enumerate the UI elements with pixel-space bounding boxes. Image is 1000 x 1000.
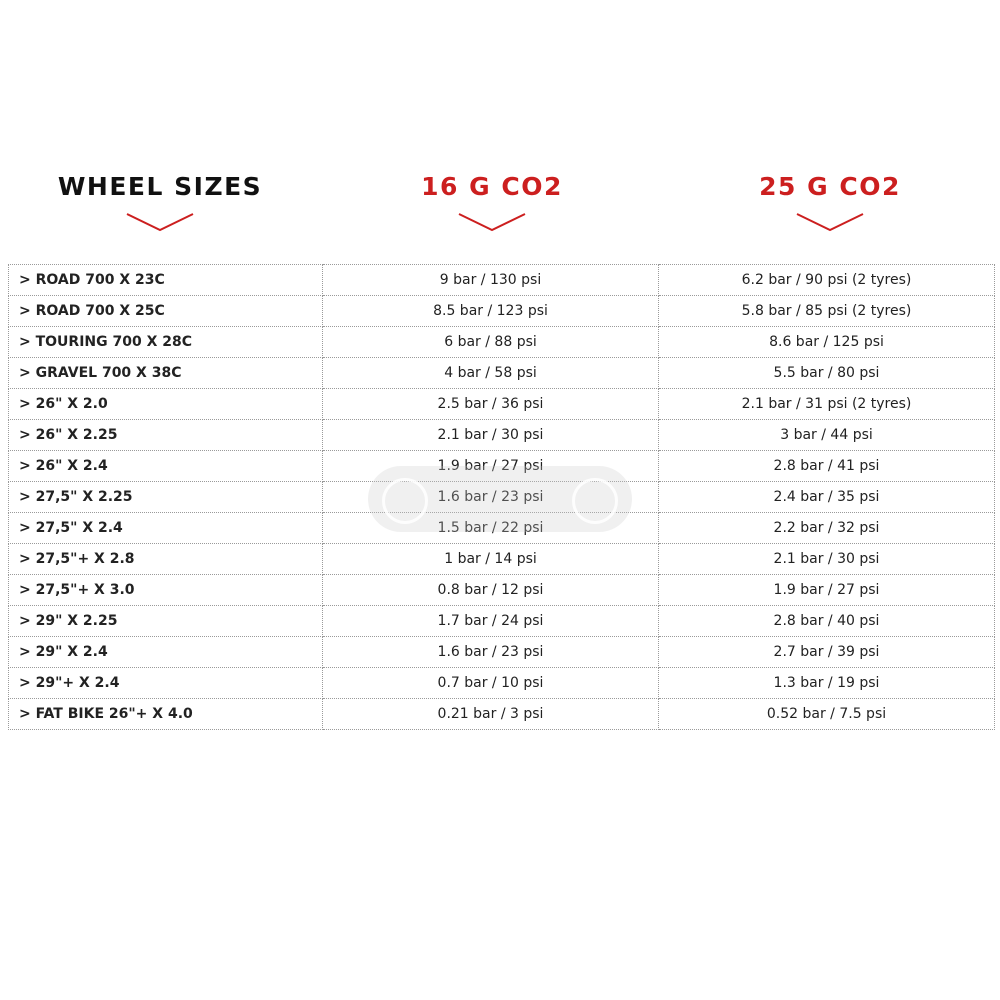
pressure-16g-cell: 1.6 bar / 23 psi	[323, 482, 659, 513]
wheel-size-cell: > GRAVEL 700 X 38C	[9, 358, 323, 389]
pressure-25g-cell: 2.1 bar / 31 psi (2 tyres)	[659, 389, 995, 420]
pressure-25g-cell: 5.5 bar / 80 psi	[659, 358, 995, 389]
pressure-16g-cell: 4 bar / 58 psi	[323, 358, 659, 389]
wheel-size-cell: > 26" X 2.0	[9, 389, 323, 420]
pressure-25g-cell: 2.1 bar / 30 psi	[659, 544, 995, 575]
pressure-16g-cell: 6 bar / 88 psi	[323, 327, 659, 358]
pressure-16g-cell: 1 bar / 14 psi	[323, 544, 659, 575]
pressure-16g-cell: 8.5 bar / 123 psi	[323, 296, 659, 327]
wheel-size-cell: > 27,5" X 2.25	[9, 482, 323, 513]
pressure-25g-cell: 2.8 bar / 41 psi	[659, 451, 995, 482]
header-16g-co2	[392, 170, 592, 232]
pressure-16g-cell: 1.6 bar / 23 psi	[323, 637, 659, 668]
chevron-down-icon	[125, 212, 195, 232]
wheel-size-cell: > 29" X 2.25	[9, 606, 323, 637]
pressure-16g-cell: 1.9 bar / 27 psi	[323, 451, 659, 482]
table-row	[9, 265, 995, 296]
pressure-16g-cell: 0.8 bar / 12 psi	[323, 575, 659, 606]
pressure-25g-cell: 2.7 bar / 39 psi	[659, 637, 995, 668]
table-row	[9, 668, 995, 699]
wheel-size-cell: > 26" X 2.4	[9, 451, 323, 482]
table-row	[9, 575, 995, 606]
pressure-25g-cell: 1.3 bar / 19 psi	[659, 668, 995, 699]
header-25g-co2-label: 25 G CO2	[759, 172, 901, 201]
table-row	[9, 606, 995, 637]
watermark-ring-right	[572, 478, 618, 524]
pressure-16g-cell: 1.5 bar / 22 psi	[323, 513, 659, 544]
watermark-logo	[368, 466, 632, 532]
table-row	[9, 389, 995, 420]
table-row	[9, 296, 995, 327]
table-row	[9, 699, 995, 730]
table-row	[9, 637, 995, 668]
header-wheel-sizes	[55, 170, 265, 232]
wheel-size-cell: > 27,5"+ X 3.0	[9, 575, 323, 606]
pressure-16g-cell: 0.7 bar / 10 psi	[323, 668, 659, 699]
table-row	[9, 420, 995, 451]
wheel-size-cell: > TOURING 700 X 28C	[9, 327, 323, 358]
wheel-size-cell: > 29" X 2.4	[9, 637, 323, 668]
table-row	[9, 544, 995, 575]
pressure-25g-cell: 0.52 bar / 7.5 psi	[659, 699, 995, 730]
column-headers	[0, 170, 1000, 245]
pressure-16g-cell: 2.5 bar / 36 psi	[323, 389, 659, 420]
wheel-size-cell: > ROAD 700 X 25C	[9, 296, 323, 327]
wheel-size-cell: > 29"+ X 2.4	[9, 668, 323, 699]
pressure-25g-cell: 6.2 bar / 90 psi (2 tyres)	[659, 265, 995, 296]
pressure-25g-cell: 8.6 bar / 125 psi	[659, 327, 995, 358]
pressure-16g-cell: 2.1 bar / 30 psi	[323, 420, 659, 451]
pressure-25g-cell: 2.8 bar / 40 psi	[659, 606, 995, 637]
pressure-16g-cell: 9 bar / 130 psi	[323, 265, 659, 296]
pressure-16g-cell: 1.7 bar / 24 psi	[323, 606, 659, 637]
pressure-25g-cell: 1.9 bar / 27 psi	[659, 575, 995, 606]
header-wheel-sizes-label: WHEEL SIZES	[57, 172, 263, 201]
header-25g-co2	[730, 170, 930, 232]
pressure-25g-cell: 2.4 bar / 35 psi	[659, 482, 995, 513]
table-row	[9, 327, 995, 358]
chevron-down-icon	[457, 212, 527, 232]
pressure-25g-cell: 2.2 bar / 32 psi	[659, 513, 995, 544]
wheel-size-cell: > 27,5" X 2.4	[9, 513, 323, 544]
chevron-down-icon	[795, 212, 865, 232]
pressure-16g-cell: 0.21 bar / 3 psi	[323, 699, 659, 730]
wheel-size-cell: > 26" X 2.25	[9, 420, 323, 451]
pressure-25g-cell: 3 bar / 44 psi	[659, 420, 995, 451]
wheel-size-cell: > 27,5"+ X 2.8	[9, 544, 323, 575]
wheel-size-cell: > ROAD 700 X 23C	[9, 265, 323, 296]
table-row	[9, 358, 995, 389]
wheel-size-cell: > FAT BIKE 26"+ X 4.0	[9, 699, 323, 730]
pressure-25g-cell: 5.8 bar / 85 psi (2 tyres)	[659, 296, 995, 327]
watermark-ring-left	[382, 478, 428, 524]
header-16g-co2-label: 16 G CO2	[421, 172, 563, 201]
